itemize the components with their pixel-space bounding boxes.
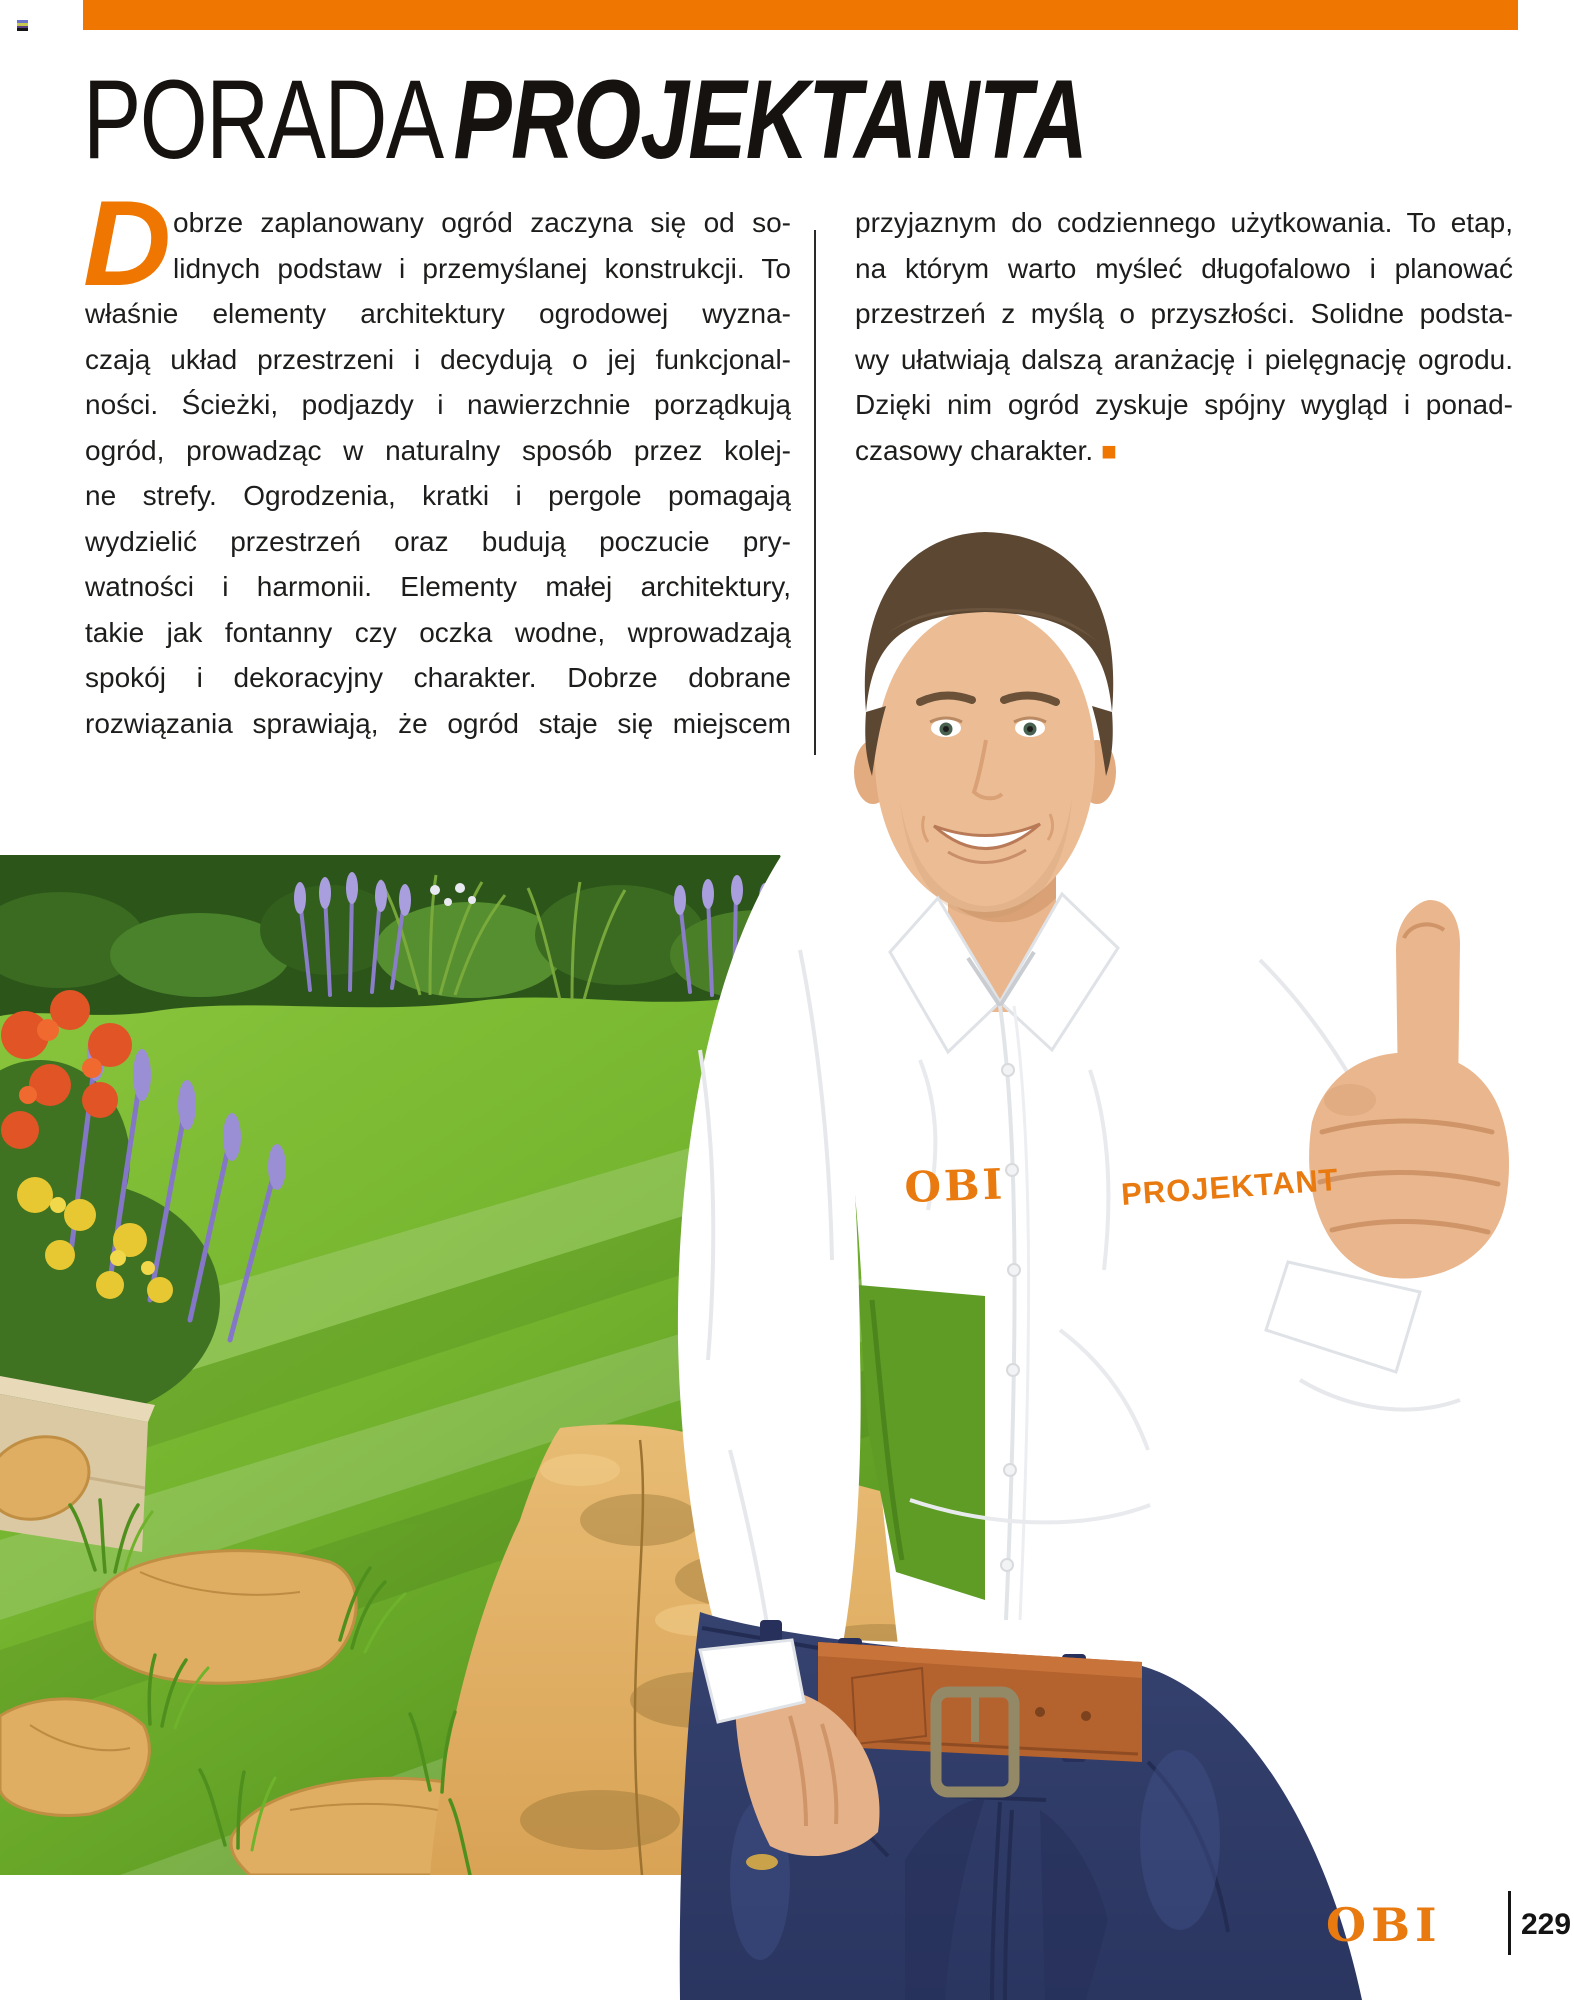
drop-cap: D — [83, 175, 172, 311]
text-line: ogród, prowadząc w naturalny sposób przez kolej- — [85, 434, 791, 466]
registration-marks-icon — [17, 20, 28, 31]
text-line: ne strefy. Ogrodzenia, kratki i pergole pomagają — [85, 480, 791, 511]
obi-logo: OBI — [1326, 1898, 1442, 1952]
text-line: przyjaznym do codziennego użytkowania. To etap, — [855, 207, 1513, 238]
shirt-logo-projektant: PROJEKTANT — [1120, 1161, 1340, 1212]
text-line: przestrzeń z myślą o przyszłości. Solidne podsta- — [855, 298, 1513, 329]
title-bold: PROJEKTANTA — [453, 57, 1088, 182]
text-line: watności i harmonii. Elementy małej architektury, — [85, 571, 791, 602]
shirt-logo-obi: OBI — [903, 1159, 1007, 1212]
text-line: Dzięki nim ogród zyskuje spójny wygląd i ponad- — [855, 389, 1513, 420]
text-line: lidnych podstaw i przemyślanej konstrukcji. To — [173, 252, 791, 284]
page-number: 229 — [1521, 1908, 1572, 1941]
article-end-mark: ■ — [1101, 435, 1117, 466]
text-line: ności. Ścieżki, podjazdy i nawierzchnie porządkują — [85, 389, 791, 420]
text-line: czasowy charakter. — [855, 434, 1094, 466]
text-line: spokój i dekoracyjny charakter. Dobrze dobrane — [85, 662, 791, 693]
text-line: obrze zaplanowany ogród zaczyna się od so- — [173, 207, 791, 238]
text-line: wydzielić przestrzeń oraz budują poczucie pry- — [85, 525, 791, 557]
designer-photo — [574, 530, 1574, 2000]
text-line: wy ułatwiają dalszą aranżację i pielęgnację ogrodu. — [855, 343, 1513, 375]
top-orange-bar — [83, 0, 1518, 30]
title-regular: PORADA — [83, 57, 443, 182]
text-line: takie jak fontanny czy oczka wodne, wprowadzają — [85, 616, 791, 648]
text-line: czają układ przestrzeni i decydują o jej funkcjonal- — [85, 343, 791, 375]
page-number-divider — [1508, 1891, 1511, 1955]
text-line: właśnie elementy architektury ogrodowej wyzna- — [85, 298, 791, 329]
text-line: rozwiązania sprawiają, że ogród staje się miejscem — [85, 707, 791, 739]
page-title — [83, 57, 1088, 182]
article-right-column — [855, 200, 1513, 473]
text-line-last — [855, 428, 1513, 474]
text-line: na którym warto myśleć długofalowo i planować — [855, 252, 1513, 284]
